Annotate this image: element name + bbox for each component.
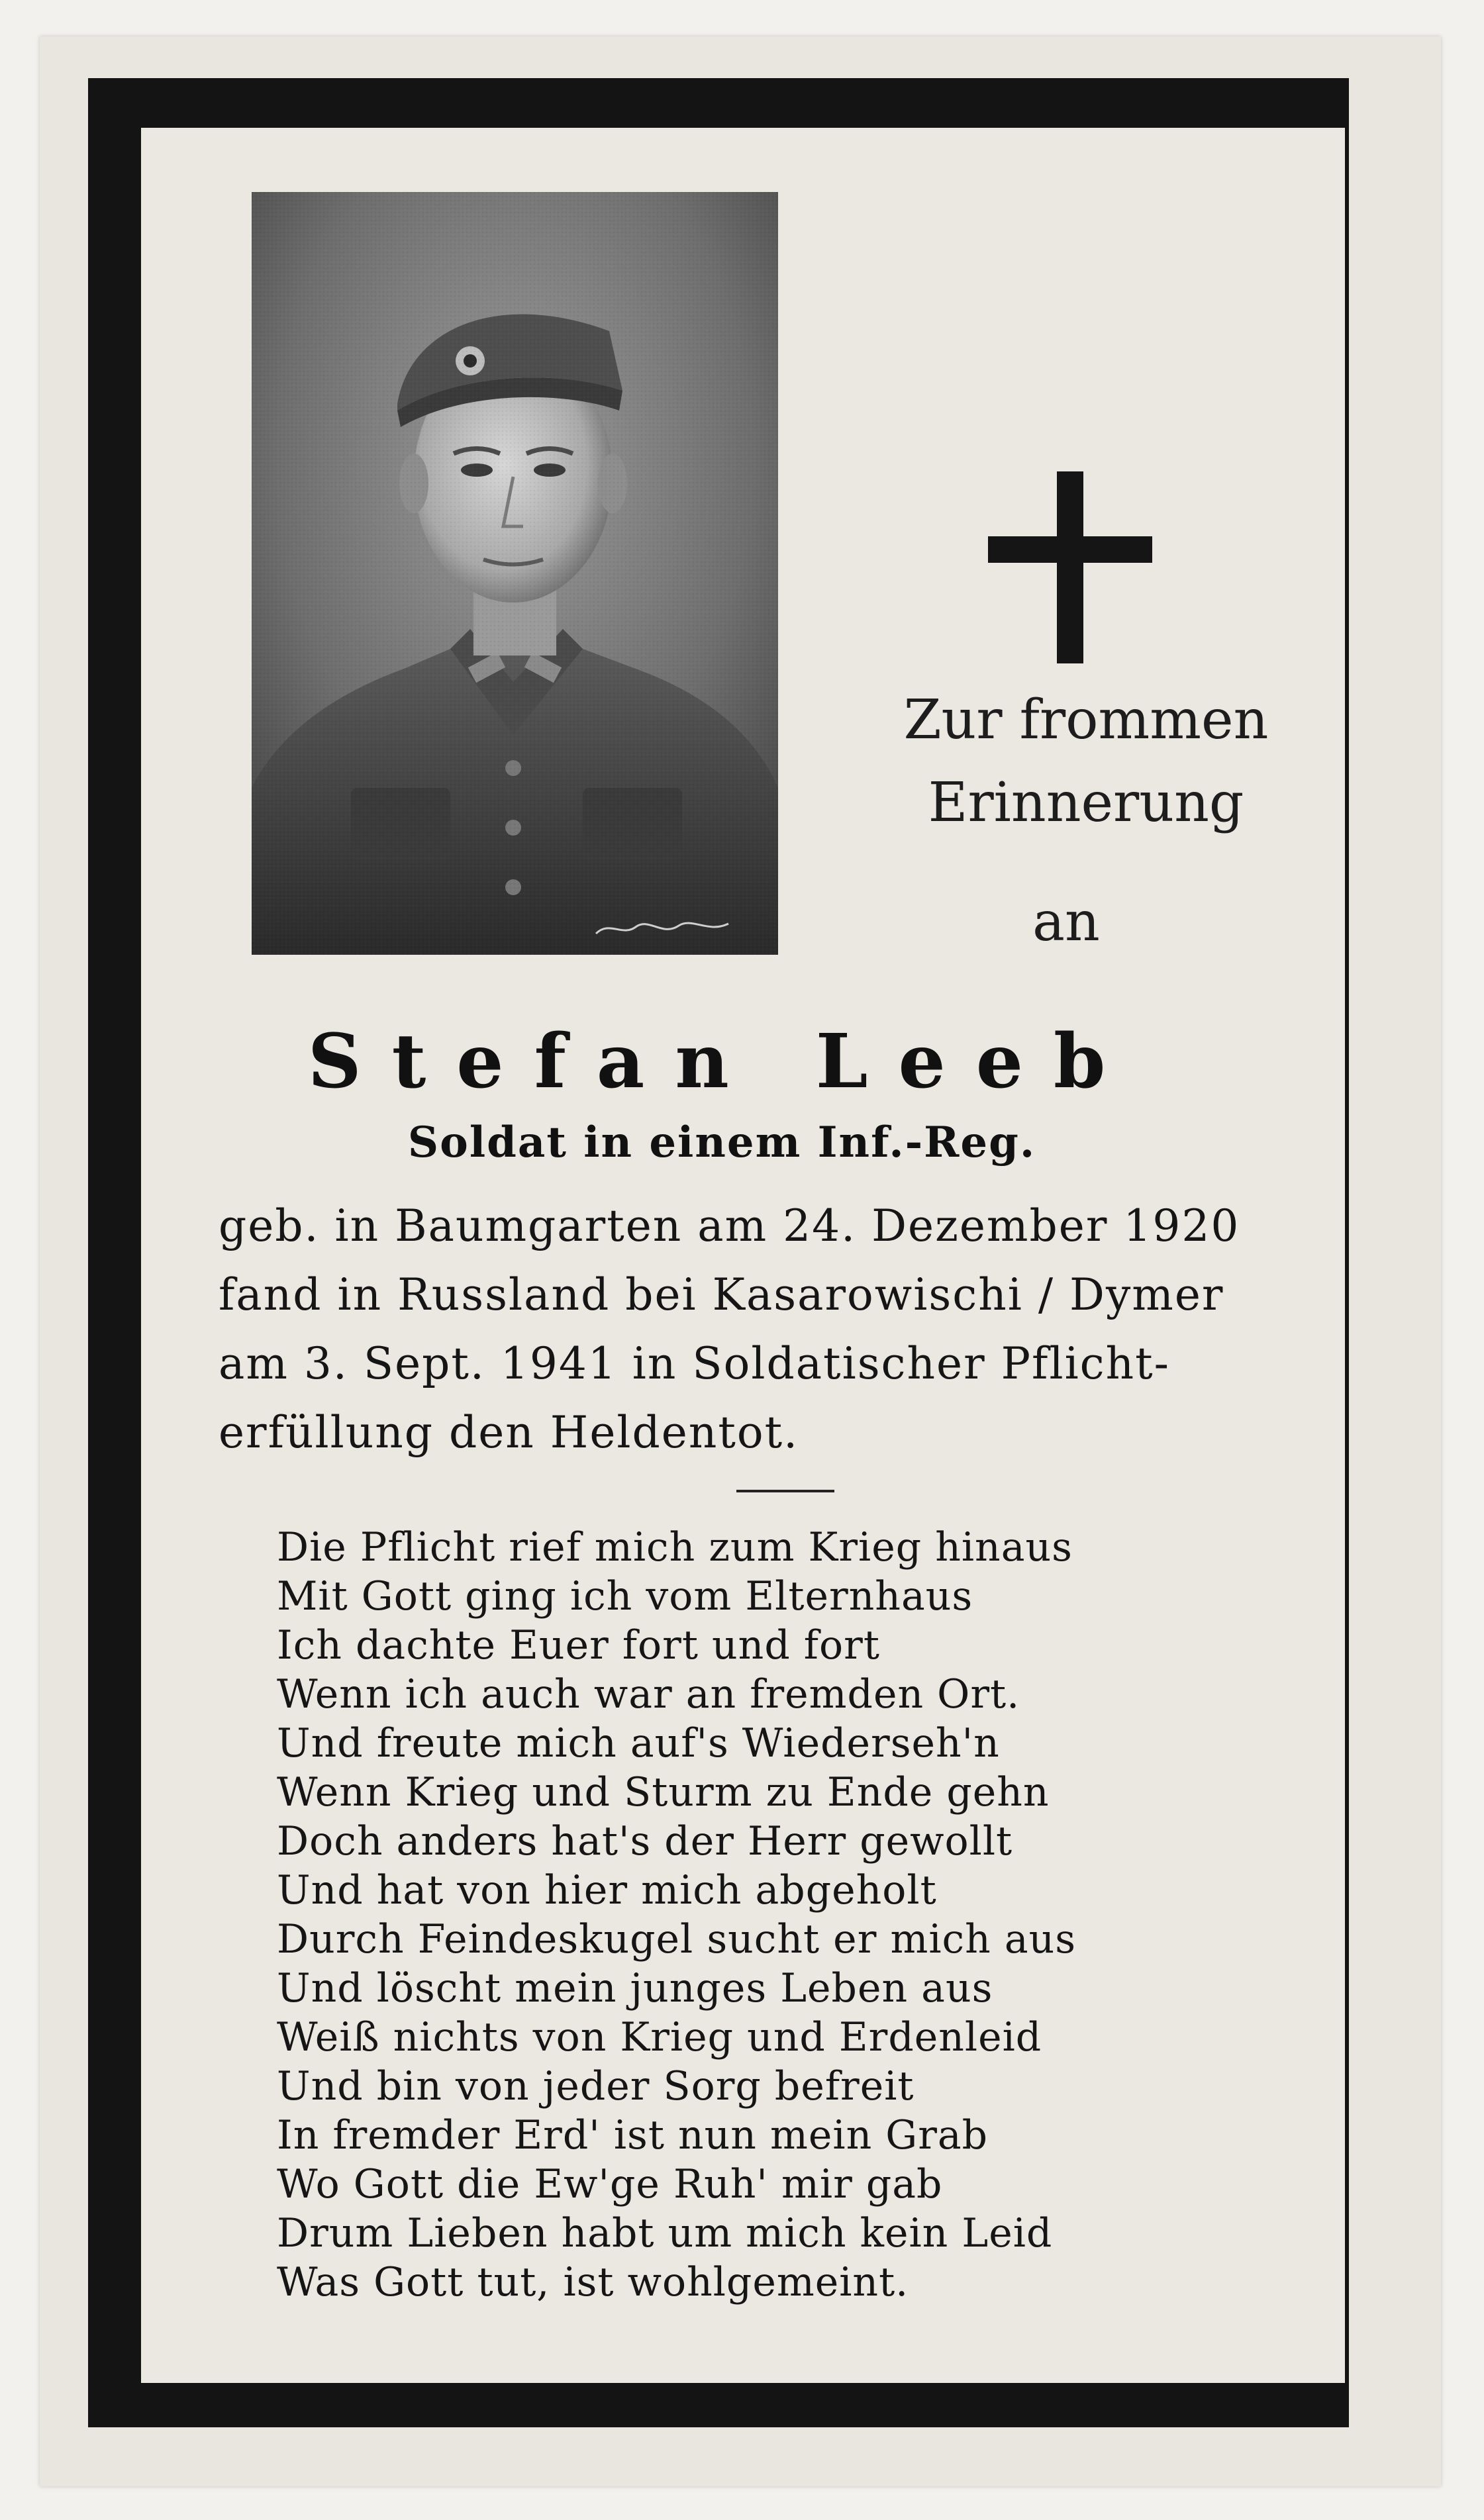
poem-line: Mit Gott ging ich vom Elternhaus [277, 1573, 973, 1620]
poem-line: Drum Lieben habt um mich kein Leid [277, 2210, 1053, 2256]
poem-line: Wenn Krieg und Sturm zu Ende gehn [277, 1769, 1050, 1816]
bio-line: erfüllung den Heldentot. [219, 1407, 799, 1458]
soldier-portrait-icon [252, 192, 778, 955]
biography [219, 1192, 1344, 1467]
divider [736, 1490, 834, 1492]
bio-line: am 3. Sept. 1941 in Soldatischer Pflicht- [219, 1338, 1170, 1389]
poem-line: Wo Gott die Ew'ge Ruh' mir gab [277, 2161, 943, 2207]
dedication-line-2: Erinnerung [928, 771, 1244, 834]
memorial-poem [277, 1523, 1310, 2307]
poem-line: Wenn ich auch war an fremden Ort. [277, 1671, 1020, 1718]
poem-line: In fremder Erd' ist nun mein Grab [277, 2112, 989, 2158]
dedication-line-3: an [1032, 891, 1100, 953]
poem-line: Was Gott tut, ist wohlgemeint. [277, 2259, 909, 2305]
bio-line: geb. in Baumgarten am 24. Dezember 1920 [219, 1200, 1240, 1251]
poem-line: Und hat von hier mich abgeholt [277, 1867, 937, 1914]
poem-line: Durch Feindeskugel sucht er mich aus [277, 1916, 1077, 1963]
poem-line: Und freute mich auf's Wiederseh'n [277, 1720, 1000, 1767]
dedication-line-1: Zur frommen [903, 689, 1269, 751]
poem-line: Weiß nichts von Krieg und Erdenleid [277, 2014, 1042, 2060]
deceased-name: Stefan Leeb [307, 1018, 1136, 1105]
poem-line: Die Pflicht rief mich zum Krieg hinaus [277, 1524, 1073, 1571]
poem-line: Ich dachte Euer fort und fort [277, 1622, 880, 1669]
cross-icon [988, 471, 1152, 663]
military-rank: Soldat in einem Inf.-Reg. [407, 1118, 1036, 1167]
soldier-portrait-photo [252, 192, 778, 955]
bio-line: fand in Russland bei Kasarowischi / Dymer [219, 1269, 1224, 1320]
poem-line: Und bin von jeder Sorg befreit [277, 2063, 915, 2109]
poem-line: Und löscht mein junges Leben aus [277, 1965, 993, 2011]
poem-line: Doch anders hat's der Herr gewollt [277, 1818, 1013, 1865]
